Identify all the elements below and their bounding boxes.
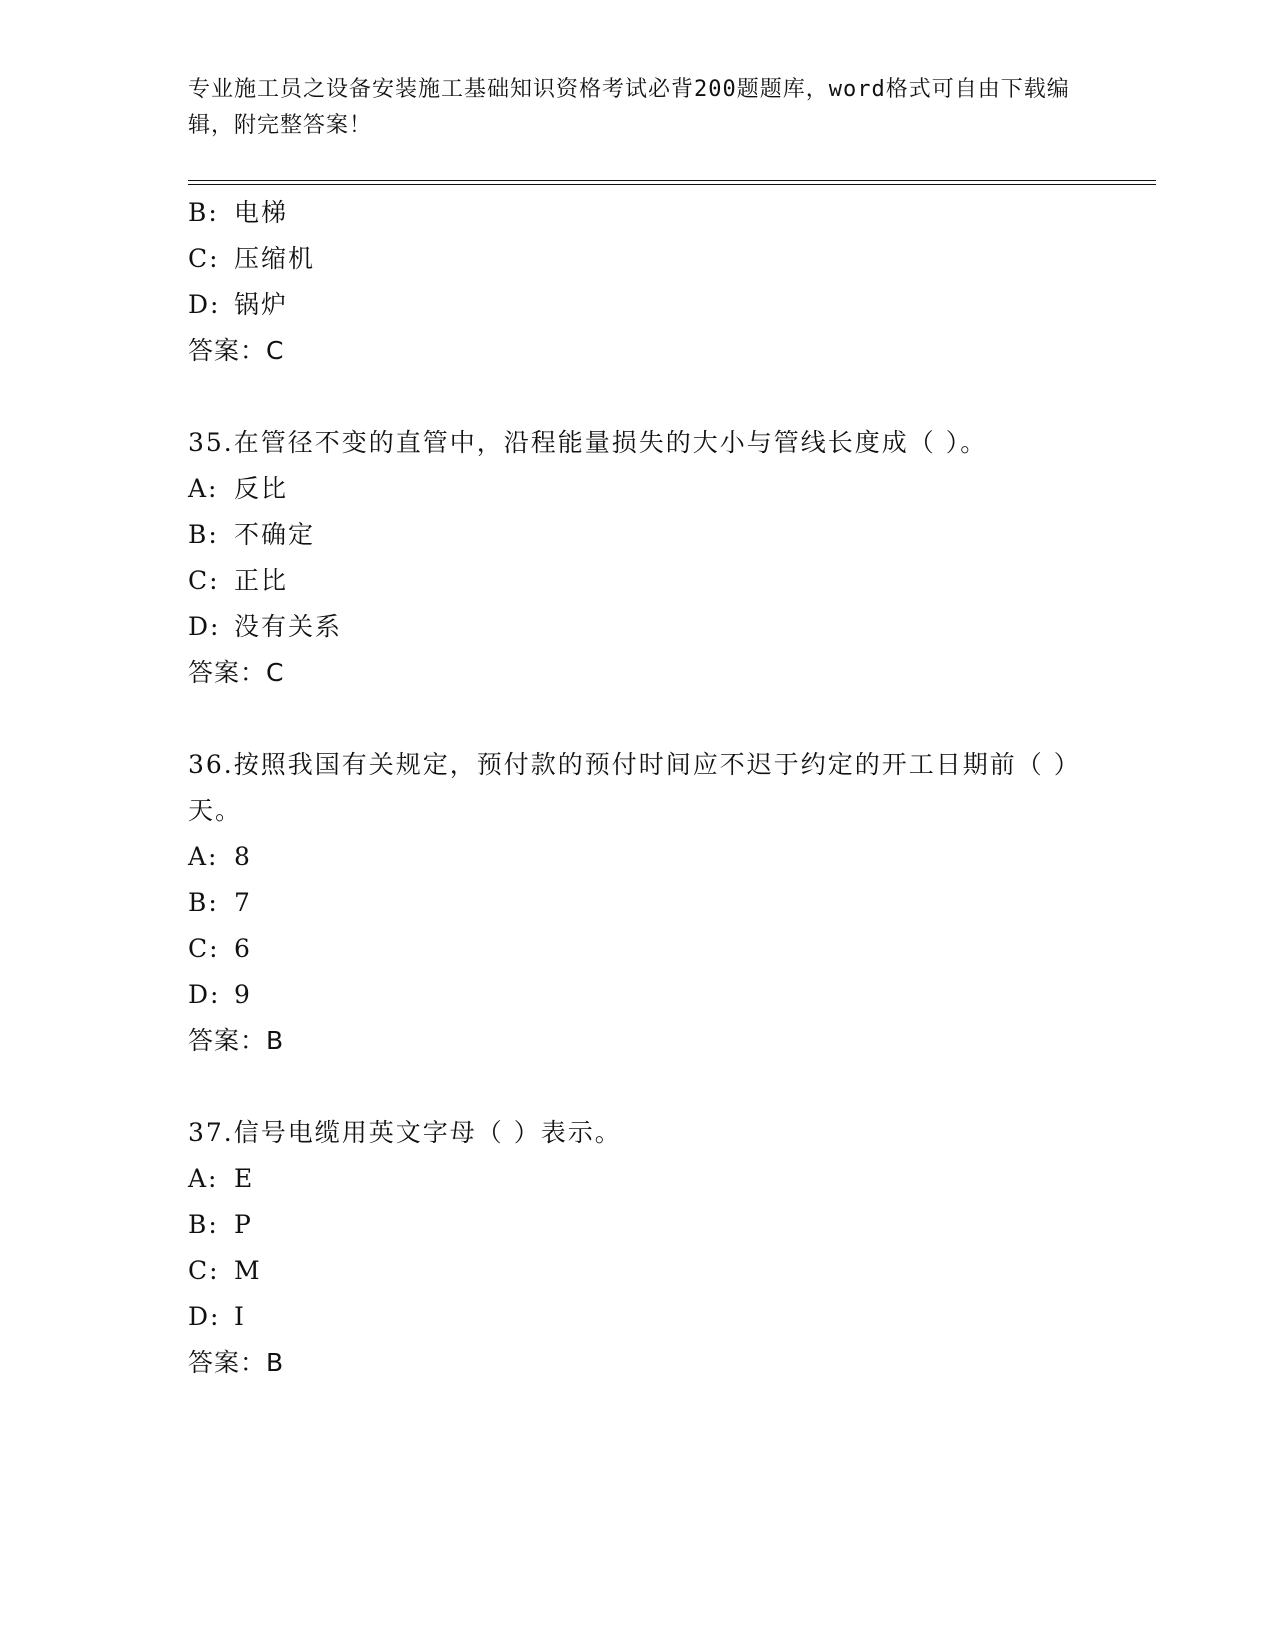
document-header: 专业施工员之设备安装施工基础知识资格考试必背200题题库，word格式可自由下载编辑，附完整答案！ [188, 77, 1070, 138]
option-item: B: 不确定 [188, 520, 316, 549]
header-divider [188, 180, 1156, 185]
option-item: D: I [188, 1302, 246, 1331]
question-list [188, 190, 1088, 1386]
question-text: 35.在管径不变的直管中，沿程能量损失的大小与管线长度成（ ）。 [188, 428, 988, 457]
question-block-35 [188, 420, 1088, 696]
question-block-prev [188, 190, 1088, 374]
answer-line: 答案：C [188, 336, 285, 365]
answer-line: 答案：C [188, 658, 285, 687]
option-item: D: 锅炉 [188, 290, 289, 319]
answer-line: 答案：B [188, 1026, 285, 1055]
option-item: D: 9 [188, 980, 252, 1009]
option-item: A: E [188, 1164, 255, 1193]
option-item: A: 反比 [188, 474, 289, 503]
option-item: D: 没有关系 [188, 612, 343, 641]
option-item: C: 压缩机 [188, 244, 316, 273]
answer-line: 答案：B [188, 1348, 285, 1377]
question-block-37 [188, 1110, 1088, 1386]
question-block-36 [188, 742, 1088, 1064]
option-item: B: P [188, 1210, 253, 1239]
question-text: 37.信号电缆用英文字母（ ）表示。 [188, 1118, 622, 1147]
question-text: 36.按照我国有关规定，预付款的预付时间应不迟于约定的开工日期前（ ）天。 [188, 750, 1081, 825]
option-item: C: M [188, 1256, 262, 1285]
option-item: C: 正比 [188, 566, 289, 595]
option-item: A: 8 [188, 842, 252, 871]
option-item: B: 电梯 [188, 198, 289, 227]
option-item: C: 6 [188, 934, 252, 963]
option-item: B: 7 [188, 888, 252, 917]
